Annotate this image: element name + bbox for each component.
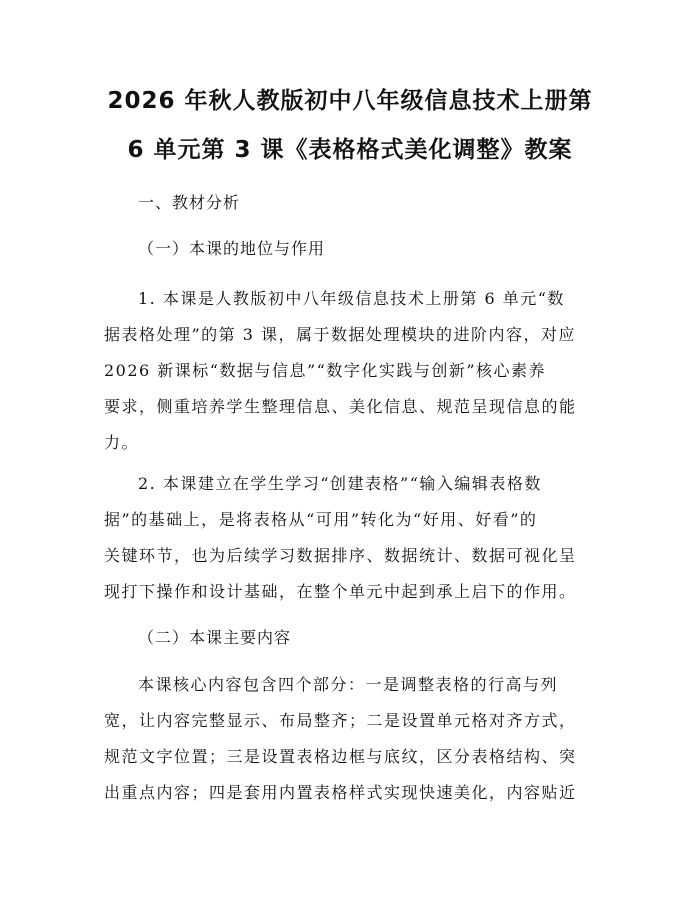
paragraph-2-line: 关键环节，也为后续学习数据排序、数据统计、数据可视化呈 — [104, 546, 577, 565]
document-title-line-2: 6 单元第 3 课《表格格式美化调整》教案 — [127, 137, 573, 163]
paragraph-1 — [104, 281, 598, 461]
subsection-heading-main-content: （二）本课主要内容 — [138, 628, 292, 647]
paragraph-3-line: 出重点内容；四是套用内置表格样式实现快速美化，内容贴近 — [104, 783, 577, 802]
paragraph-1-line: 要求，侧重培养学生整理信息、美化信息、规范呈现信息的能 — [104, 397, 577, 416]
paragraph-2-line: 据”的基础上，是将表格从“可用”转化为“好用、好看”的 — [104, 510, 538, 529]
section-heading-textbook-analysis: 一、教材分析 — [138, 193, 241, 212]
document-title-line-1: 2026 年秋人教版初中八年级信息技术上册第 — [107, 88, 593, 114]
paragraph-2 — [104, 466, 598, 610]
paragraph-1-line: 1. 本课是人教版初中八年级信息技术上册第 6 单元“数 — [138, 289, 565, 308]
paragraph-3-line: 本课核心内容包含四个部分：一是调整表格的行高与列 — [138, 675, 559, 694]
paragraph-3 — [104, 667, 598, 811]
paragraph-3-line: 宽，让内容完整显示、布局整齐；二是设置单元格对齐方式， — [104, 711, 577, 730]
subsection-heading-role: （一）本课的地位与作用 — [138, 239, 326, 258]
paragraph-1-line: 2026 新课标“数据与信息”“数字化实践与创新”核心素养 — [104, 361, 547, 380]
paragraph-3-line: 规范文字位置；三是设置表格边框与底纹，区分表格结构、突 — [104, 747, 577, 766]
paragraph-1-line: 力。 — [104, 433, 140, 452]
paragraph-2-line: 现打下操作和设计基础，在整个单元中起到承上启下的作用。 — [104, 582, 577, 601]
paragraph-2-line: 2. 本课建立在学生学习“创建表格”“输入编辑表格数 — [138, 474, 542, 493]
paragraph-1-line: 据表格处理”的第 3 课，属于数据处理模块的进阶内容，对应 — [104, 325, 577, 344]
